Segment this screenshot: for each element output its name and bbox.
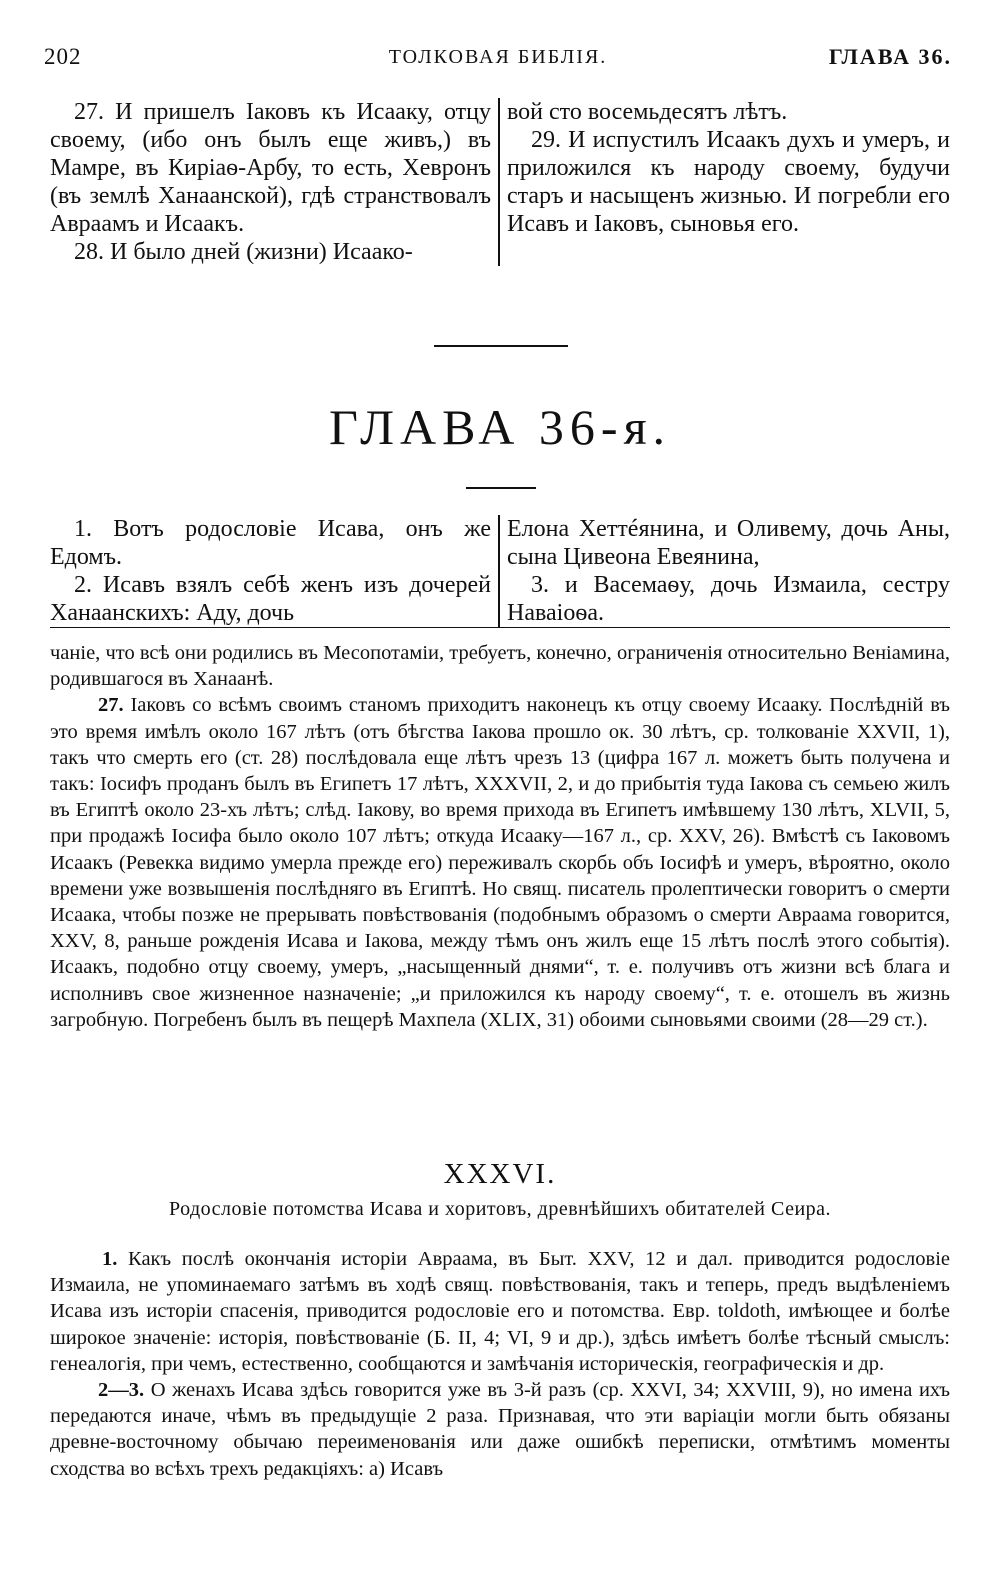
page-number: 202: [44, 44, 82, 69]
scripture-column-left: [50, 515, 500, 627]
chapter-heading: ГЛАВА 36-я.: [328, 399, 672, 455]
verse-28: 28. И было дней (жизни) Исаако-: [74, 239, 413, 265]
verse-2-continued: Елона Хеттéянина, и Оливему, дочь Аны, сына Цивеона Евеянина,: [507, 516, 950, 570]
commentary-paragraph: [50, 1246, 950, 1377]
running-chapter: ГЛАВА 36.: [828, 44, 952, 69]
commentary-paragraph: [50, 692, 950, 1033]
verse-ref: 2—3.: [98, 1379, 145, 1402]
scripture-column-left: [50, 98, 500, 266]
commentary-new-chapter: [50, 1246, 950, 1482]
commentary-previous-chapter: [50, 640, 950, 1033]
scripture-text-chapter: [50, 515, 950, 627]
verse-1: 1. Вотъ родословіе Исава, онъ же Едомъ.: [50, 516, 491, 570]
section-subtitle: Родословіе потомства Исава и хоритовъ, древнѣйшихъ обитателей Сеира.: [168, 1198, 832, 1220]
commentary-text: О женахъ Исава здѣсь говорится уже въ 3-й разъ (ср. XXVI, 34; XXVIII, 9), но имена ихъ передаются иначе, чѣмъ въ предыдущіе 2 раза. Признавая, что эти варіаціи могли быть обязаны древне-восточному обычаю переименованія или даже ошибкѣ переписки, отмѣтимъ моменты сходства во всѣхъ трехъ редакціяхъ: а) Исавъ: [50, 1379, 950, 1480]
scripture-column-right: [500, 98, 950, 266]
section-divider: [434, 345, 568, 347]
verse-27: 27. И пришелъ Іаковъ къ Исааку, отцу своему, (ибо онъ былъ еще живъ,) въ Мамре, въ Киріаѳ-Арбу, то есть, Хевронъ (въ землѣ Ханаанской), гдѣ странствовалъ Авраамъ и Исаакъ.: [50, 99, 491, 237]
running-title: ТОЛКОВАЯ БИБЛІЯ.: [388, 46, 608, 68]
verse-28-continued: вой сто восемьдесятъ лѣтъ.: [507, 99, 788, 125]
commentary-text: Какъ послѣ окончанія исторіи Авраама, въ Быт. XXV, 12 и дал. приводится родословіе Измаила, не упоминаемаго затѣмъ въ ходѣ свящ. повѣствованія, такъ и теперь, предъ выдѣленіемъ Исава изъ исторіи спасенія, приводится родословіе его и потомства. Евр. toldoth, имѣющее и болѣе широкое значеніе: исторія, повѣствованіе (Б. II, 4; VI, 9 и др.), здѣсь имѣетъ болѣе тѣсный смыслъ: генеалогія, при чемъ, естественно, сообщаются и замѣчанія историческія, географическія и др.: [50, 1248, 951, 1375]
commentary-paragraph: чаніе, что всѣ они родились въ Месопотаміи, требуетъ, конечно, ограниченія относительно Веніамина, родившагося въ Ханаанѣ.: [50, 642, 950, 691]
verse-3: 3. и Васемаѳу, дочь Измаила, сестру Наваіоѳа.: [507, 572, 950, 626]
section-numeral: XXXVI.: [443, 1158, 557, 1190]
verse-ref: 1.: [102, 1248, 118, 1270]
verse-2: 2. Исавъ взялъ себѣ женъ изъ дочерей Ханаанскихъ: Аду, дочь: [50, 572, 491, 626]
commentary-text: Іаковъ со всѣмъ своимъ станомъ приходитъ наконецъ къ отцу своему Исааку. Послѣдній въ это время имѣлъ около 167 лѣтъ (отъ бѣгства Іакова прошло ок. 30 лѣтъ, ср. толкованіе XXVII, 1), такъ что смерть его (ст. 28) послѣдовала еще лѣтъ чрезъ 13 (цифра 167 л. можетъ быть получена и такъ: Іосифъ проданъ былъ въ Египетъ 17 лѣтъ, XXXVII, 2, и до прибытія туда Іакова съ семьею жилъ въ Египтѣ около 23-хъ лѣтъ; слѣд. Іакову, во время прихода въ Египетъ имѣвшему 130 лѣтъ, XLVII, 5, при продажѣ Іосифа было около 107 лѣтъ; откуда Исааку—167 л., ср. XXV, 26). Вмѣстѣ съ Іаковомъ Исаакъ (Ревекка видимо умерла прежде его) переживалъ скорбь объ Іосифѣ и умеръ, вѣроятно, около времени уже возвышенія послѣдняго въ Египтѣ. Но свящ. писатель пролептически говоритъ о смерти Исаака, чтобы позже не прерывать повѣствованія (подобнымъ образомъ о смерти Авраама говорится, XXV, 8, раньше рожденія Исава и Іакова, между тѣмъ онъ жилъ еще 15 лѣтъ послѣ этого событія). Исаакъ, подобно отцу своему, умеръ, „насыщенный днями“, т. е. получивъ отъ жизни всѣ блага и исполнивъ свое жизненное назначеніе; „и приложился къ народу своему“, т. е. отошелъ въ жизнь загробную. Погребенъ былъ въ пещерѣ Махпела (XLIX, 31) обоими сыновьями своими (28—29 ст.).: [50, 694, 951, 1031]
heading-underline: [466, 487, 536, 489]
scripture-text-top: [50, 98, 950, 266]
page-header: [44, 44, 952, 76]
verse-ref: 27.: [98, 694, 124, 717]
commentary-paragraph: [50, 1377, 950, 1482]
commentary-divider: [50, 627, 950, 628]
scripture-column-right: [500, 515, 950, 627]
verse-29: 29. И испустилъ Исаакъ духъ и умеръ, и приложился къ народу своему, будучи старъ и насыщенъ жизнью. И погребли его Исавъ и Іаковъ, сыновья его.: [507, 127, 950, 237]
